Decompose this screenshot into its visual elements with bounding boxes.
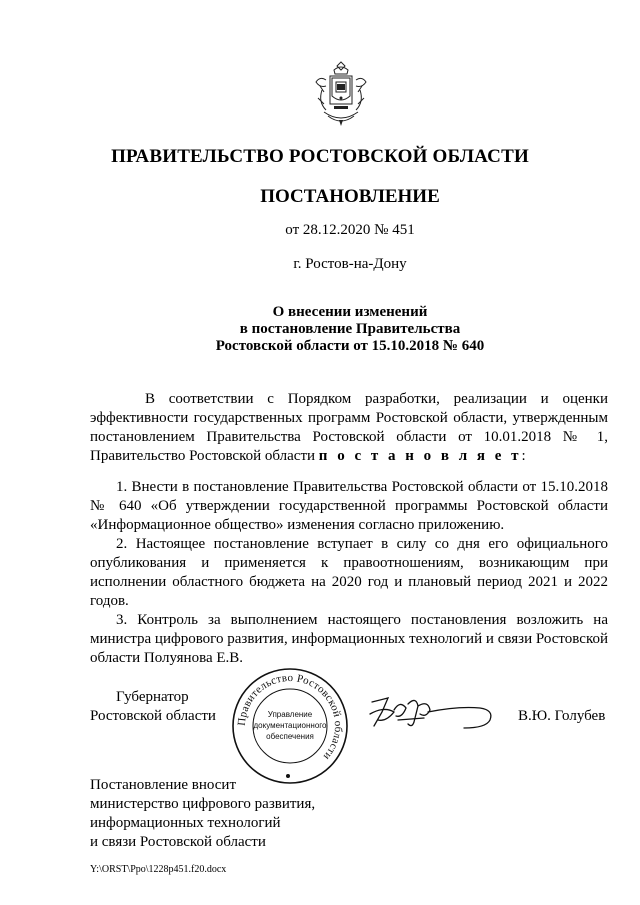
government-title: ПРАВИТЕЛЬСТВО РОСТОВСКОЙ ОБЛАСТИ (111, 146, 529, 167)
document-date-number: от 28.12.2020 № 451 (285, 222, 415, 238)
stamp-line: обеспечения (266, 732, 314, 741)
signatory-name: В.Ю. Голубев (518, 708, 606, 724)
submitted-by-line: министерство цифрового развития, (90, 796, 316, 812)
subject-line: Ростовской области от 15.10.2018 № 640 (215, 338, 485, 354)
signatory-title (90, 688, 250, 726)
resolution-items (90, 478, 608, 668)
document-type: ПОСТАНОВЛЕНИЕ (260, 186, 440, 207)
preamble-paragraph (90, 390, 608, 466)
coat-of-arms-icon (312, 58, 370, 130)
submitted-by (90, 776, 315, 852)
submitted-by-line: информационных технологий (90, 815, 281, 831)
preamble-colon: : (521, 448, 526, 464)
resolution-item: 1. Внести в постановление Правительства Ростовской области от 15.10.2018 № 640 «Об утверждении государственной программы Ростовской области «Информационное общество» изменения согласно приложению. (90, 479, 608, 533)
resolution-item: 2. Настоящее постановление вступает в силу со дня его официального опубликования и применяется к правоотношениям, возникающим при исполнении областного бюджета на 2020 год и плановый период 2021 и 2022 годов. (90, 536, 608, 609)
document-subject (0, 304, 640, 355)
signatory-title-line: Ростовской области (90, 708, 216, 724)
resolution-item: 3. Контроль за выполнением настоящего постановления возложить на министра цифрового развития, информационных технологий и связи Ростовской области Полуянова Е.В. (90, 612, 608, 666)
preamble-resolves: п о с т а н о в л я е т (318, 448, 522, 464)
signatory-title-line: Губернатор (116, 689, 189, 705)
document-place: г. Ростов-на-Дону (293, 256, 407, 272)
preamble-text: В соответствии с Порядком разработки, реализации и оценки эффективности государственных программ Ростовской области, утвержденным постановлением Правительства Ростовской области от 10.01.2018 № 1, Правительство Ростовской области (90, 391, 608, 464)
file-path: Y:\ORST\Ppo\1228p451.f20.docx (90, 864, 227, 875)
submitted-by-line: Постановление вносит (90, 777, 237, 793)
stamp-line: Управление (267, 710, 313, 719)
submitted-by-line: и связи Ростовской области (90, 834, 266, 850)
handwritten-signature (368, 692, 498, 734)
stamp-line: документационного (253, 721, 327, 730)
subject-line: О внесении изменений (272, 304, 428, 320)
official-stamp (230, 667, 350, 785)
subject-line: в постановление Правительства (239, 321, 461, 337)
stamp-ring-text: Правительство Ростовской области (235, 671, 345, 763)
